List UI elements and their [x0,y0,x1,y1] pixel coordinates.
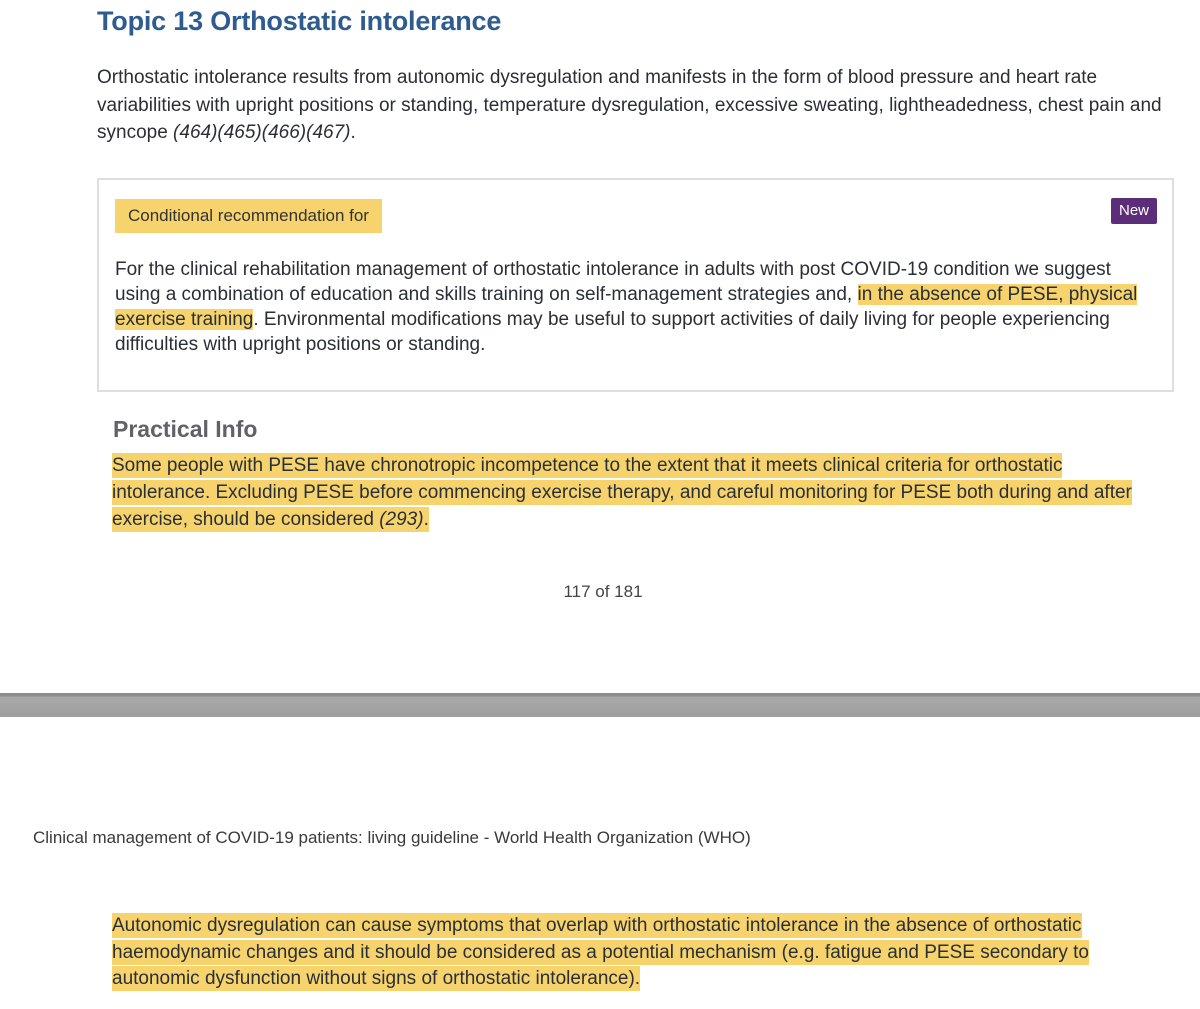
practical-info-highlight [112,453,1132,532]
document-page-bottom [0,717,1200,1009]
topic-title: Topic 13 Orthostatic intolerance [97,6,502,36]
practical-info-text: Some people with PESE have chronotropic incompetence to the extent that it meets clinical criteria for orthostatic intolerance. Excluding PESE before commencing exercise therapy, and careful monitoring for PESE both during and after exercise, should be considered [112,455,1132,530]
intro-period: . [350,122,356,143]
recommendation-text-start: For the clinical rehabilitation management of orthostatic intolerance in adults with post COVID-19 condition we suggest using a combination of education and skills training on self-management strategies and, [115,259,1111,305]
practical-info-heading: Practical Info [113,416,258,442]
intro-text: Orthostatic intolerance results from autonomic dysregulation and manifests in the form of blood pressure and heart rate variabilities with upright positions or standing, temperature dysregulation, excessive sweating, lightheadedness, chest pain and syncope [97,67,1162,143]
intro-paragraph [97,64,1177,147]
recommendation-box [97,178,1174,392]
recommendation-text-end: . Environmental modifications may be useful to support activities of daily living for people experiencing difficulties with upright positions or standing. [115,309,1110,355]
autonomic-note-highlight: Autonomic dysregulation can cause symptoms that overlap with orthostatic intolerance in the absence of orthostatic haemodynamic changes and it should be considered as a potential mechanism (e.g. fatigue and PESE secondary to autonomic dysfunction without signs of orthostatic intolerance). [112,915,1089,989]
page-number: 117 of 181 [563,582,643,601]
recommendation-highlight: in the absence of PESE, physical exercise training [115,284,1138,330]
autonomic-note-paragraph [112,913,1152,993]
recommendation-text [115,257,1145,357]
practical-info-references: (293) [379,509,424,530]
new-badge: New [1111,198,1157,224]
recommendation-type-tag: Conditional recommendation for [115,199,382,233]
page-separator [0,693,1200,717]
intro-references: (464)(465)(466)(467) [173,122,351,143]
practical-info-paragraph [112,452,1152,533]
source-citation: Clinical management of COVID-19 patients: living guideline - World Health Organization (WHO) [33,828,751,847]
practical-info-period: . [423,509,429,530]
